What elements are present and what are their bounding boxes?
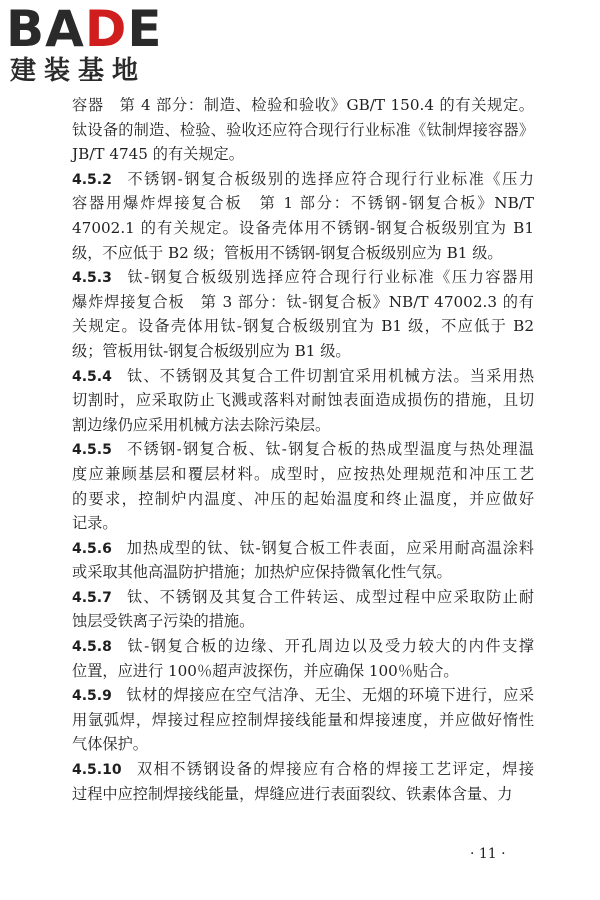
line-text: 钛、不锈钢及其复合工件切割宜采用机械方法。当采用热 bbox=[125, 366, 534, 385]
line-text: 钛-钢复合板的边缘、开孔周边以及受力较大的内件支撑 bbox=[125, 637, 534, 656]
line-text: 割边缘仍应采用机械方法去除污染层。 bbox=[72, 415, 331, 434]
text-line bbox=[72, 142, 534, 167]
clause-number: 4.5.8 bbox=[72, 639, 112, 656]
line-text: 切割时，应采取防止飞溅或落料对耐蚀表面造成损伤的措施，且切 bbox=[72, 391, 534, 410]
line-text: 容器用爆炸焊接复合板 第 1 部分：不锈钢-钢复合板》NB/T bbox=[72, 194, 534, 213]
clause-paragraph bbox=[72, 93, 534, 167]
text-line bbox=[72, 462, 534, 487]
line-text: 级，不应低于 B2 级；管板用不锈钢-钢复合板级别应为 B1 级。 bbox=[72, 243, 503, 262]
text-line bbox=[72, 364, 534, 389]
line-text: 爆炸焊接复合板 第 3 部分：钛-钢复合板》NB/T 47002.3 的有 bbox=[72, 292, 534, 311]
logo-letter-d: D bbox=[84, 0, 128, 58]
line-text: 双相不锈钢设备的焊接应有合格的焊接工艺评定，焊接 bbox=[135, 760, 534, 779]
text-line bbox=[72, 93, 534, 118]
text-line bbox=[72, 536, 534, 561]
text-line bbox=[72, 191, 534, 216]
line-text: 位置，应进行 100％超声波探伤，并应确保 100％贴合。 bbox=[72, 661, 459, 680]
clause-paragraph bbox=[72, 683, 534, 757]
text-line bbox=[72, 413, 534, 438]
clause-number: 4.5.9 bbox=[72, 688, 112, 705]
text-line bbox=[72, 585, 534, 610]
bade-logo bbox=[6, 0, 186, 90]
text-line bbox=[72, 708, 534, 733]
text-line bbox=[72, 167, 534, 192]
line-text: 的要求，控制炉内温度、冲压的起始温度和终止温度，并应做好 bbox=[72, 489, 534, 508]
page-number: · 11 · bbox=[470, 846, 506, 862]
line-text: 钛、不锈钢及其复合工件转运、成型过程中应采取防止耐 bbox=[125, 587, 534, 606]
line-text: 用氩弧焊，焊接过程应控制焊接线能量和焊接速度，并应做好惰性 bbox=[72, 710, 534, 729]
text-line bbox=[72, 265, 534, 290]
clause-paragraph bbox=[72, 585, 534, 634]
text-line bbox=[72, 314, 534, 339]
text-line bbox=[72, 216, 534, 241]
line-text: 钛-钢复合板级别选择应符合现行行业标准《压力容器用 bbox=[125, 268, 534, 287]
line-text: 不锈钢-钢复合板、钛-钢复合板的热成型温度与热处理温 bbox=[125, 440, 534, 459]
text-line bbox=[72, 487, 534, 512]
clause-paragraph bbox=[72, 757, 534, 806]
text-line bbox=[72, 241, 534, 266]
text-line bbox=[72, 634, 534, 659]
clause-number: 4.5.10 bbox=[72, 762, 122, 779]
clause-paragraph bbox=[72, 364, 534, 438]
line-text: 加热成型的钛、钛-钢复合板工件表面，应采用耐高温涂料 bbox=[125, 538, 534, 557]
clause-number: 4.5.2 bbox=[72, 171, 112, 188]
logo-letters-ba: BA bbox=[6, 0, 85, 58]
document-body bbox=[72, 93, 534, 806]
text-line bbox=[72, 683, 534, 708]
clause-paragraph bbox=[72, 536, 534, 585]
line-text: 不锈钢-钢复合板级别的选择应符合现行行业标准《压力 bbox=[125, 169, 534, 188]
line-text: 47002.1 的有关规定。设备壳体用不锈钢-钢复合板级别宜为 B1 bbox=[72, 218, 534, 237]
logo-letter-e: E bbox=[127, 0, 163, 58]
text-line bbox=[72, 732, 534, 757]
clause-paragraph bbox=[72, 634, 534, 683]
clause-number: 4.5.5 bbox=[72, 442, 112, 459]
text-line bbox=[72, 757, 534, 782]
clause-number: 4.5.6 bbox=[72, 540, 112, 557]
text-line bbox=[72, 782, 534, 807]
clause-paragraph bbox=[72, 437, 534, 535]
text-line bbox=[72, 388, 534, 413]
logo-subtitle: 建装基地 bbox=[10, 56, 147, 86]
line-text: 蚀层受铁离子污染的措施。 bbox=[72, 612, 255, 631]
clause-number: 4.5.4 bbox=[72, 368, 112, 385]
text-line bbox=[72, 437, 534, 462]
line-text: 关规定。设备壳体用钛-钢复合板级别宜为 B1 级，不应低于 B2 bbox=[72, 317, 534, 336]
clause-number: 4.5.7 bbox=[72, 589, 112, 606]
line-text: 容器 第 4 部分：制造、检验和验收》GB/T 150.4 的有关规定。 bbox=[72, 96, 534, 114]
line-text: JB/T 4745 的有关规定。 bbox=[72, 145, 244, 164]
text-line bbox=[72, 609, 534, 634]
text-line bbox=[72, 511, 534, 536]
line-text: 记录。 bbox=[72, 514, 118, 533]
line-text: 或采取其他高温防护措施；加热炉应保持微氧化性气氛。 bbox=[72, 563, 452, 582]
text-line bbox=[72, 560, 534, 585]
line-text: 过程中应控制焊接线能量，焊缝应进行表面裂纹、铁素体含量、力 bbox=[72, 784, 513, 803]
text-line bbox=[72, 659, 534, 684]
clause-paragraph bbox=[72, 265, 534, 363]
clause-paragraph bbox=[72, 167, 534, 265]
text-line bbox=[72, 290, 534, 315]
clause-number: 4.5.3 bbox=[72, 270, 112, 287]
line-text: 气体保护。 bbox=[72, 735, 148, 754]
line-text: 钛材的焊接应在空气洁净、无尘、无烟的环境下进行，应采 bbox=[125, 686, 534, 705]
line-text: 钛设备的制造、检验、验收还应符合现行行业标准《钛制焊接容器》 bbox=[72, 120, 534, 139]
logo-wordmark bbox=[6, 0, 163, 58]
line-text: 度应兼顾基层和覆层材料。成型时，应按热处理规范和冲压工艺 bbox=[72, 464, 534, 483]
line-text: 级；管板用钛-钢复合板级别应为 B1 级。 bbox=[72, 341, 351, 360]
text-line bbox=[72, 118, 534, 143]
text-line bbox=[72, 339, 534, 364]
